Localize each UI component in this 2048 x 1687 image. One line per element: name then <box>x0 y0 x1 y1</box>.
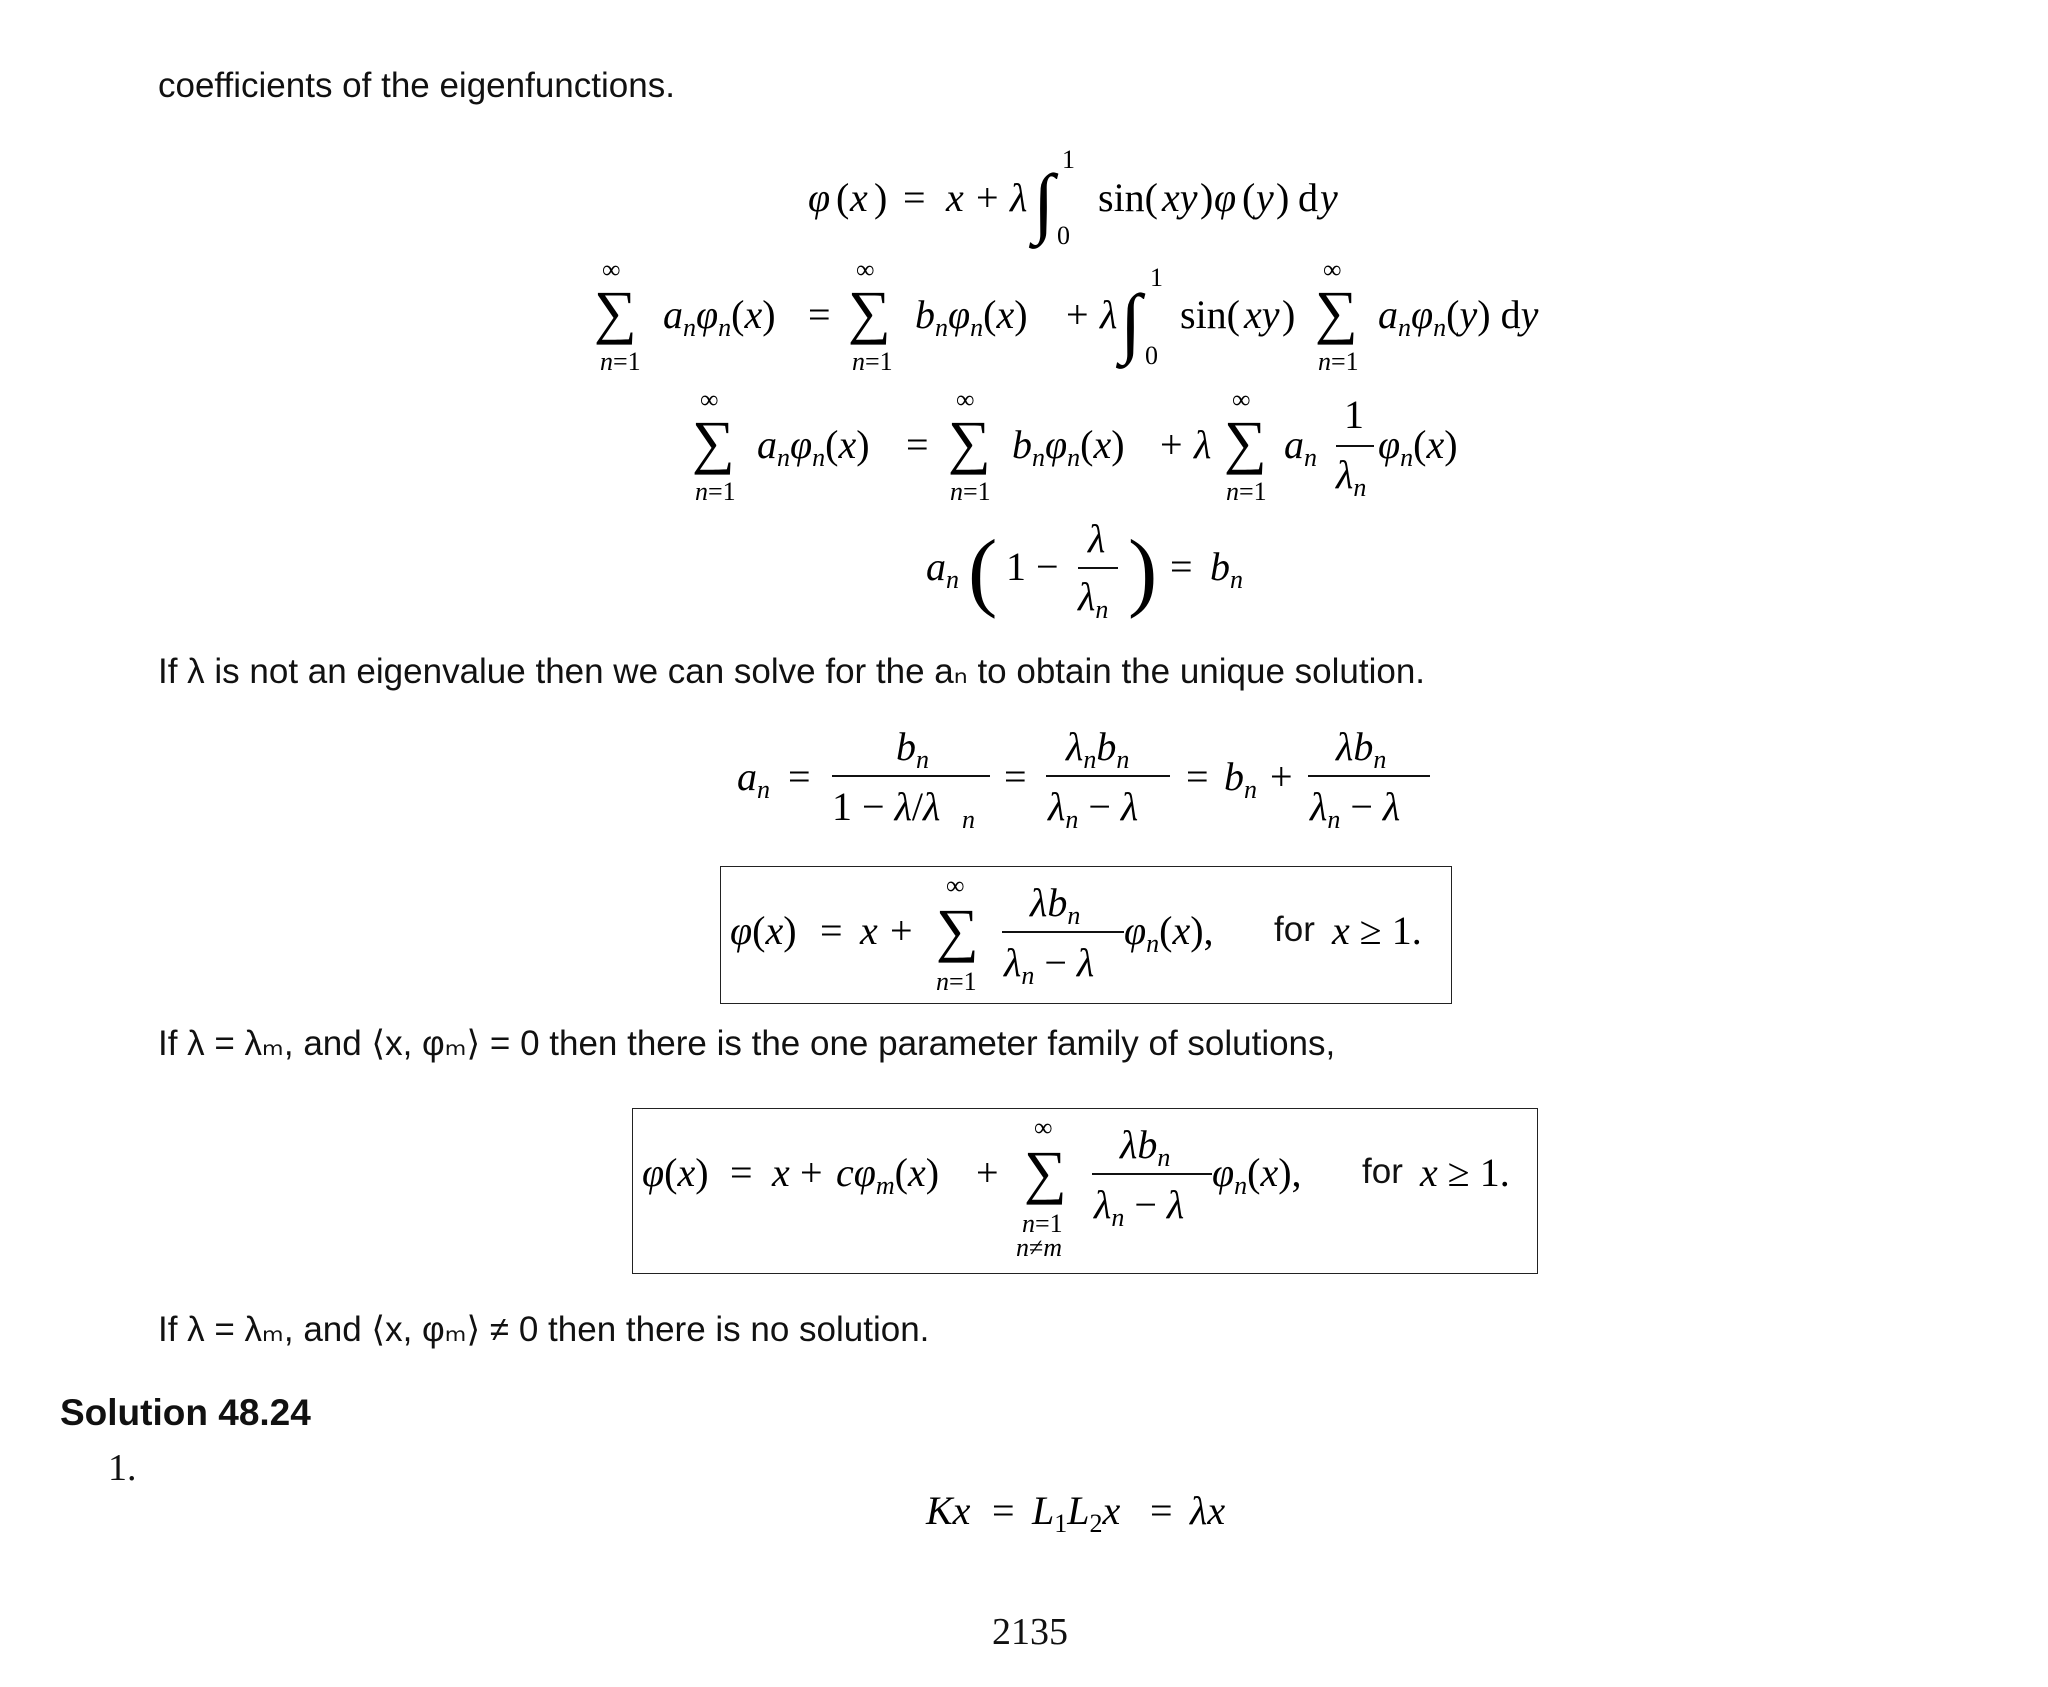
svg-text:+: + <box>976 1150 999 1195</box>
svg-text:sin(: sin( <box>1098 175 1158 220</box>
svg-text:0: 0 <box>1145 341 1158 370</box>
svg-text:+: + <box>1270 754 1293 799</box>
svg-text:): ) <box>1128 523 1158 620</box>
svg-text:x ≥ 1.: x ≥ 1. <box>1420 1150 1510 1195</box>
svg-text:bn: $b_n$ <box>1210 544 1243 594</box>
intro-text: coefficients of the eigenfunctions. <box>158 66 675 105</box>
svg-text:λ: λ <box>1194 422 1212 467</box>
svg-text:λn − λ: $\lambda_n - \lambda$ <box>1004 940 1095 990</box>
svg-text:∑: ∑ <box>936 897 979 963</box>
svg-text:λn − λ: $\lambda_n - \lambda$ <box>1310 784 1401 834</box>
svg-text:anφn(x): $a_n\varphi_n(x)$ <box>757 422 870 472</box>
list-item-number: 1. <box>108 1447 137 1489</box>
svg-text:∞: ∞ <box>1034 1113 1053 1142</box>
svg-text:L1L2x: $L_1L_2x$ <box>1032 1488 1121 1538</box>
svg-text:(: ( <box>1242 175 1256 220</box>
svg-text:=: = <box>730 1150 753 1195</box>
svg-text:φn(x),: $\varphi_n(x)$, <box>1124 908 1214 958</box>
svg-text:n=1: n=1 <box>1318 347 1359 376</box>
svg-text:sin(: sin( <box>1180 292 1240 337</box>
svg-text:anφn(y) dy: $a_n\varphi_n(y)$ dy <box>1378 292 1539 342</box>
svg-text:x: x <box>772 1150 790 1195</box>
svg-text:+: + <box>800 1150 823 1195</box>
svg-text:=: = <box>1004 754 1027 799</box>
svg-text:x ≥ 1.: x ≥ 1. <box>1332 908 1422 953</box>
svg-text:∑: ∑ <box>692 409 735 475</box>
svg-text:λ: λ <box>1088 516 1106 561</box>
svg-text:φ(x): φ(x) <box>642 1150 709 1195</box>
svg-text:λn − λ: $\lambda_n - \lambda$ <box>1094 1182 1185 1232</box>
svg-text:λ: λ <box>1100 292 1118 337</box>
svg-text:λn: $\lambda_n$ <box>1336 452 1367 502</box>
svg-text:−: − <box>1036 544 1059 589</box>
svg-text:φ(x): φ(x) <box>730 908 797 953</box>
svg-text:y: y <box>1256 175 1274 220</box>
svg-text:1 − λ/λ: 1 − λ/λ <box>832 784 941 829</box>
svg-text:=: = <box>992 1488 1015 1533</box>
paragraph-eigenvalue-nonzero: If λ = λₘ, and ⟨x, φₘ⟩ ≠ 0 then there is no solution. <box>158 1310 930 1349</box>
svg-text:n=1: n=1 <box>695 477 736 506</box>
page-number: 2135 <box>992 1611 1068 1653</box>
svg-text:=: = <box>820 908 843 953</box>
svg-text:∫: ∫ <box>1120 278 1142 365</box>
svg-text:cφm(x): $c\varphi_m(x)$ <box>836 1150 940 1200</box>
svg-text:λbn: $\lambda b_n$ <box>1030 880 1081 930</box>
svg-text:λ: λ <box>1010 175 1028 220</box>
svg-text:an: $a_n$ <box>926 544 959 594</box>
svg-text:=: = <box>1170 544 1193 589</box>
svg-text:n=1: n=1 <box>852 347 893 376</box>
svg-text:λbn: $\lambda b_n$ <box>1336 724 1387 774</box>
svg-text:n=1: n=1 <box>1226 477 1267 506</box>
svg-text:d: d <box>1298 175 1318 220</box>
box2-for-label: for <box>1362 1152 1403 1191</box>
svg-text:anφn(x): $a_n\varphi_n(x)$ <box>663 292 776 342</box>
svg-text:): ) <box>1200 175 1214 220</box>
svg-text:∞: ∞ <box>700 385 719 414</box>
svg-text:=: = <box>788 754 811 799</box>
svg-text:∞: ∞ <box>602 255 621 284</box>
svg-text:1: 1 <box>1150 263 1163 292</box>
svg-text:∑: ∑ <box>1024 1139 1067 1205</box>
svg-text:an: $a_n$ <box>737 754 770 804</box>
svg-text:=: = <box>1150 1488 1173 1533</box>
svg-text:bn: $b_n$ <box>896 724 929 774</box>
svg-text:+: + <box>1066 292 1089 337</box>
solution-heading: Solution 48.24 <box>60 1392 311 1433</box>
svg-text:φn(x),: $\varphi_n(x)$, <box>1212 1150 1302 1200</box>
svg-text:n=1: n=1 <box>600 347 641 376</box>
svg-text:1: 1 <box>1344 392 1364 437</box>
svg-text:∑: ∑ <box>848 279 891 345</box>
svg-text:∞: ∞ <box>856 255 875 284</box>
svg-text:n=1: n=1 <box>936 967 977 996</box>
svg-text:=: = <box>906 422 929 467</box>
svg-text:∞: ∞ <box>946 871 965 900</box>
svg-text:x: x <box>946 175 964 220</box>
svg-text:): ) <box>874 175 888 220</box>
box1-for-label: for <box>1274 910 1315 949</box>
svg-text:xy: xy <box>1244 292 1280 337</box>
svg-text:(: ( <box>836 175 850 220</box>
svg-text:=: = <box>808 292 831 337</box>
svg-text:+: + <box>1160 422 1183 467</box>
svg-text:1: 1 <box>1006 544 1026 589</box>
svg-text:1: 1 <box>1062 145 1075 174</box>
svg-text:x: x <box>860 908 878 953</box>
svg-text:bn: $b_n$ <box>1224 754 1257 804</box>
svg-text:): ) <box>1282 292 1296 337</box>
svg-text:φ: φ <box>808 175 831 220</box>
svg-text:λnbn: $\lambda_nb_n$ <box>1066 724 1130 774</box>
svg-text:+: + <box>890 908 913 953</box>
svg-text:φn(x): $\varphi_n(x)$ <box>1378 422 1458 472</box>
svg-text:+: + <box>976 175 999 220</box>
svg-text:∞: ∞ <box>1323 255 1342 284</box>
svg-text:λbn: $\lambda b_n$ <box>1120 1122 1171 1172</box>
svg-text:x: x <box>850 175 868 220</box>
svg-text:φ: φ <box>1214 175 1237 220</box>
svg-text:y: y <box>1320 175 1338 220</box>
paragraph-not-eigenvalue: If λ is not an eigenvalue then we can solve for the aₙ to obtain the unique solution. <box>158 652 1426 691</box>
svg-text:n: n <box>962 805 975 834</box>
svg-text:n=1: n=1 <box>950 477 991 506</box>
svg-text:an: $a_n$ <box>1284 422 1317 472</box>
svg-text:λx: λx <box>1190 1488 1226 1533</box>
svg-text:n≠m: n≠m <box>1016 1233 1063 1262</box>
svg-text:bnφn(x): $b_n\varphi_n(x)$ <box>1012 422 1125 472</box>
svg-text:=: = <box>903 175 926 220</box>
svg-text:∑: ∑ <box>1224 409 1267 475</box>
svg-text:0: 0 <box>1057 221 1070 250</box>
svg-text:n=1: n=1 <box>1022 1209 1063 1238</box>
svg-text:bnφn(x): $b_n\varphi_n(x)$ <box>915 292 1028 342</box>
svg-text:∑: ∑ <box>1315 279 1358 345</box>
svg-text:=: = <box>1186 754 1209 799</box>
svg-text:λn: $\lambda_n$ <box>1078 574 1109 624</box>
svg-text:(: ( <box>968 523 998 620</box>
svg-text:xy: xy <box>1162 175 1198 220</box>
svg-text:∫: ∫ <box>1033 158 1055 245</box>
paragraph-eigenvalue-zero: If λ = λₘ, and ⟨x, φₘ⟩ = 0 then there is the one parameter family of solutions, <box>158 1024 1336 1063</box>
svg-text:∞: ∞ <box>1232 385 1251 414</box>
svg-text:∑: ∑ <box>948 409 991 475</box>
svg-text:∑: ∑ <box>594 279 637 345</box>
boxed-solution-1 <box>720 866 1452 1004</box>
svg-text:Kx: Kx <box>926 1488 971 1533</box>
svg-text:λn − λ: $\lambda_n - \lambda$ <box>1048 784 1139 834</box>
svg-text:): ) <box>1276 175 1290 220</box>
svg-text:∞: ∞ <box>956 385 975 414</box>
